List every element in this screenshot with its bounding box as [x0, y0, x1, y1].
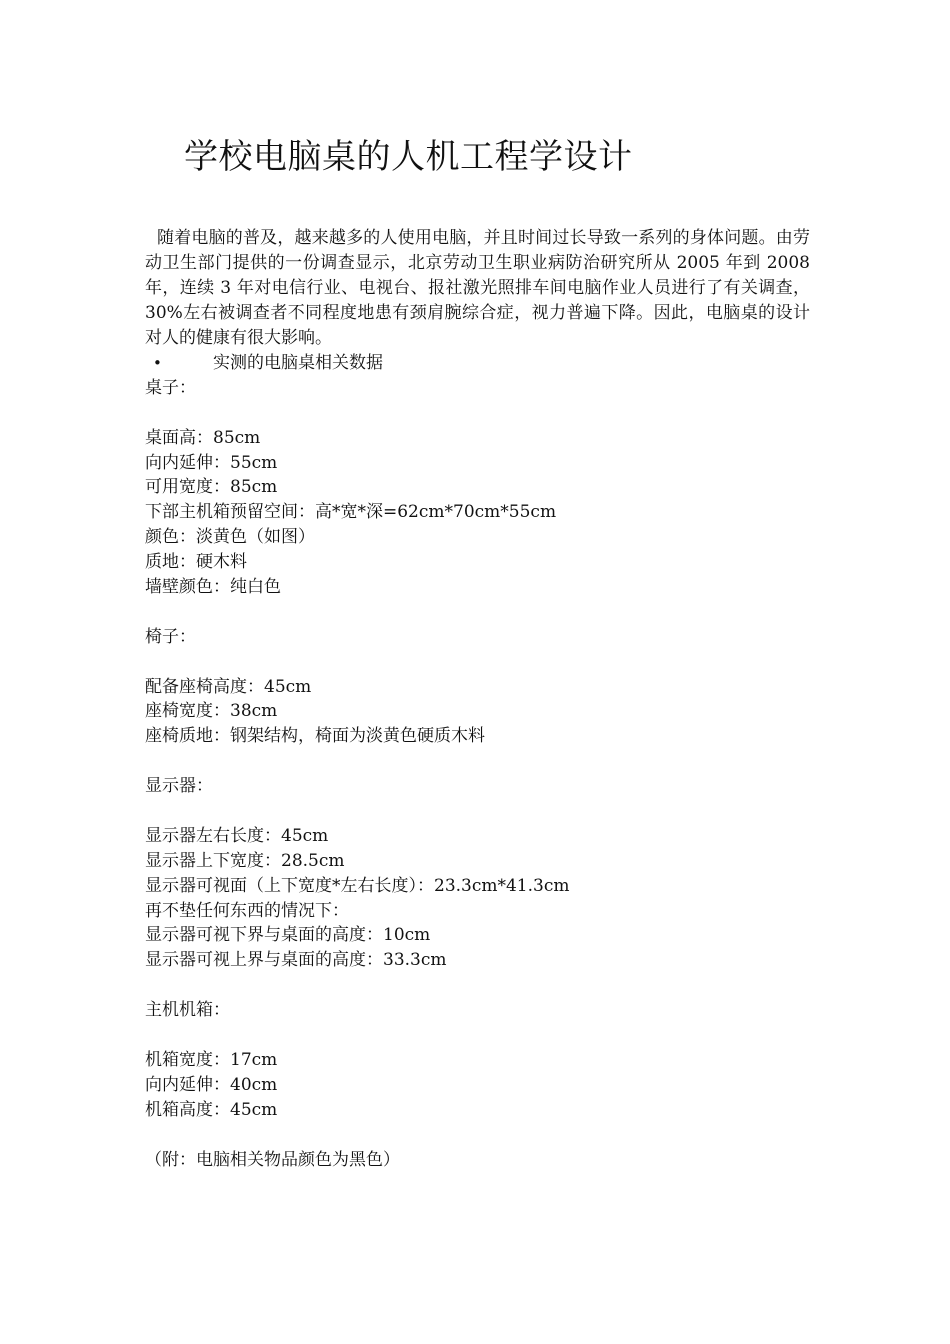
spec-desk-material: 质地：硬木料 — [145, 552, 247, 573]
spec-monitor-length: 显示器左右长度：45cm — [145, 825, 329, 846]
bullet-heading — [145, 351, 845, 376]
spec-chair-height: 配备座椅高度：45cm — [145, 676, 312, 697]
spec-desk-usable-width: 可用宽度：85cm — [145, 477, 278, 498]
blank-line — [145, 1123, 845, 1148]
bullet-icon: • — [153, 354, 162, 372]
spec-case-width: 机箱宽度：17cm — [145, 1049, 278, 1070]
spec-desk-depth: 向内延伸：55cm — [145, 452, 278, 473]
blank-line — [145, 1023, 845, 1048]
spec-monitor-viewable: 显示器可视面（上下宽度*左右长度）：23.3cm*41.3cm — [145, 875, 570, 896]
footnote: （附：电脑相关物品颜色为黑色） — [145, 1149, 400, 1170]
spec-list — [145, 351, 845, 1172]
section-heading-case: 主机机箱： — [145, 1000, 230, 1021]
spec-desk-color: 颜色：淡黄色（如图） — [145, 527, 315, 548]
blank-line — [145, 973, 845, 998]
spec-monitor-condition: 再不垫任何东西的情况下： — [145, 900, 349, 921]
spec-desk-case-space: 下部主机箱预留空间：高*宽*深=62cm*70cm*55cm — [145, 502, 557, 523]
spec-chair-material: 座椅质地：钢架结构，椅面为淡黄色硬质木料 — [145, 726, 485, 747]
blank-line — [145, 799, 845, 824]
blank-line — [145, 749, 845, 774]
spec-monitor-upper-edge: 显示器可视上界与桌面的高度：33.3cm — [145, 950, 447, 971]
spec-monitor-width: 显示器上下宽度：28.5cm — [145, 850, 345, 871]
spec-case-depth: 向内延伸：40cm — [145, 1074, 278, 1095]
spec-desk-height: 桌面高：85cm — [145, 427, 261, 448]
spec-chair-width: 座椅宽度：38cm — [145, 701, 278, 722]
blank-line — [145, 650, 845, 675]
section-heading-chair: 椅子： — [145, 626, 196, 647]
section-heading-desk: 桌子： — [145, 377, 196, 398]
spec-wall-color: 墙壁颜色：纯白色 — [145, 577, 281, 598]
blank-line — [145, 401, 845, 426]
bullet-heading-text: 实测的电脑桌相关数据 — [213, 353, 383, 373]
intro-paragraph: 随着电脑的普及，越来越多的人使用电脑，并且时间过长导致一系列的身体问题。由劳动卫生部门提供的一份调查显示，北京劳动卫生职业病防治研究所从 2005 年到 2008 年，连续 3 年对电信行业、电视台、报社激光照排车间电脑作业人员进行了有关调查，30%左右被调查者不同程度地患有颈肩腕综合症，视力普遍下降。因此，电脑桌的设计对人的健康有很大影响。 — [145, 228, 810, 348]
section-heading-monitor: 显示器： — [145, 776, 213, 797]
spec-case-height: 机箱高度：45cm — [145, 1099, 278, 1120]
document-title: 学校电脑桌的人机工程学设计 — [184, 137, 633, 177]
spec-monitor-lower-edge: 显示器可视下界与桌面的高度：10cm — [145, 925, 431, 946]
blank-line — [145, 600, 845, 625]
